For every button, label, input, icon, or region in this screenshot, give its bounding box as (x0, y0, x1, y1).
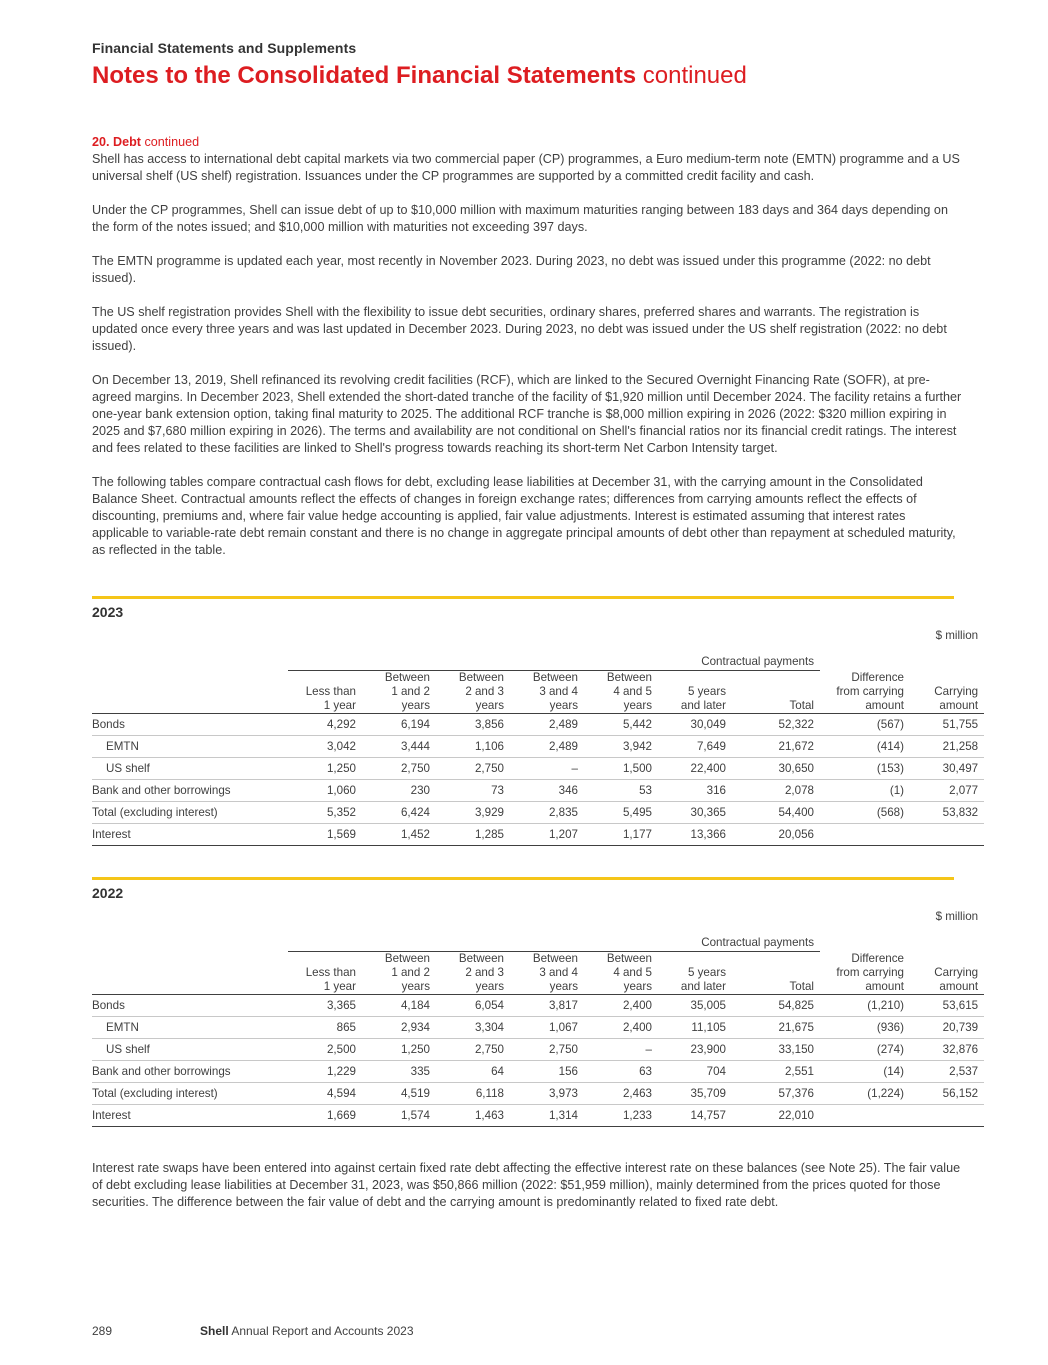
table-row (92, 1039, 984, 1061)
table-cell: 6,054 (436, 995, 510, 1017)
row-label: EMTN (92, 736, 288, 758)
table-cell: 3,042 (288, 736, 362, 758)
table-cell: 1,067 (510, 1017, 584, 1039)
column-header-line: Between (384, 671, 430, 684)
table-cell: 3,365 (288, 995, 362, 1017)
column-header-line: Carrying (934, 966, 979, 979)
table-cell: 6,194 (362, 714, 436, 736)
row-label: Bank and other borrowings (92, 1061, 288, 1083)
row-label: EMTN (92, 1017, 288, 1039)
table-cell: 1,500 (584, 758, 658, 780)
column-header-line: Between (458, 952, 504, 965)
table-cell: 54,400 (732, 802, 820, 824)
column-header-line: 5 years (687, 966, 726, 979)
row-label: Bonds (92, 714, 288, 736)
table-cell: 1,106 (436, 736, 510, 758)
column-header-line: years (623, 980, 652, 993)
column-header-line: Between (532, 952, 578, 965)
contractual-payments-group-label: Contractual payments (288, 923, 820, 952)
table-cell: 4,292 (288, 714, 362, 736)
column-header-line: years (549, 699, 578, 712)
table-cell: 1,314 (510, 1105, 584, 1127)
debt-table-2022 (92, 877, 979, 1127)
section-label: Financial Statements and Supplements (92, 40, 357, 56)
page-title-main: Notes to the Consolidated Financial Statements (92, 62, 637, 89)
table-cell: (1,224) (820, 1083, 910, 1105)
column-header (910, 952, 984, 995)
column-header-line: 1 and 2 (391, 966, 430, 979)
page-title (92, 62, 962, 90)
column-header-line: Between (384, 952, 430, 965)
column-header (910, 671, 984, 714)
table-cell: 1,250 (288, 758, 362, 780)
table-cell: 2,077 (910, 780, 984, 802)
table-cell: (1,210) (820, 995, 910, 1017)
table-cell: 32,876 (910, 1039, 984, 1061)
column-header-line: Less than (305, 966, 356, 979)
table-cell: 35,709 (658, 1083, 732, 1105)
column-header-line: Difference (851, 671, 904, 684)
table-cell: 2,537 (910, 1061, 984, 1083)
table-row (92, 758, 984, 780)
row-label: Interest (92, 824, 288, 846)
table-cell: 4,184 (362, 995, 436, 1017)
column-header (362, 671, 436, 714)
table-cell: 2,551 (732, 1061, 820, 1083)
table-cell: 865 (288, 1017, 362, 1039)
footer-report-title: Annual Report and Accounts 2023 (228, 1324, 414, 1338)
column-header-line: years (475, 980, 504, 993)
table-cell: 5,352 (288, 802, 362, 824)
table-cell: 52,322 (732, 714, 820, 736)
table-cell: 2,750 (436, 1039, 510, 1061)
table-cell: 30,365 (658, 802, 732, 824)
column-header (820, 671, 910, 714)
table-cell: 54,825 (732, 995, 820, 1017)
column-header-line: amount (939, 980, 979, 993)
row-label: Bonds (92, 995, 288, 1017)
table-cell: 21,258 (910, 736, 984, 758)
table-cell: 33,150 (732, 1039, 820, 1061)
table-cell: 14,757 (658, 1105, 732, 1127)
table-cell: 2,750 (362, 758, 436, 780)
column-header-line: and later (680, 699, 726, 712)
page-header (92, 40, 962, 90)
table-top-rule (92, 596, 954, 599)
table-cell (820, 1105, 910, 1127)
table-row (92, 995, 984, 1017)
column-header-line: amount (865, 980, 904, 993)
table-cell: 35,005 (658, 995, 732, 1017)
table-cell: (153) (820, 758, 910, 780)
table-cell: 20,739 (910, 1017, 984, 1039)
table-cell: 30,650 (732, 758, 820, 780)
page-footer (92, 1324, 414, 1338)
table-cell: 64 (436, 1061, 510, 1083)
table-cell: 51,755 (910, 714, 984, 736)
column-header-line: 1 year (323, 980, 356, 993)
table-cell: 1,177 (584, 824, 658, 846)
table-cell: 3,942 (584, 736, 658, 758)
table-cell: 1,569 (288, 824, 362, 846)
column-header-line: years (401, 699, 430, 712)
column-header-line: Less than (305, 685, 356, 698)
row-label: Total (excluding interest) (92, 802, 288, 824)
row-label: US shelf (92, 1039, 288, 1061)
column-header (584, 671, 658, 714)
column-header (732, 671, 820, 714)
table-cell: – (584, 1039, 658, 1061)
table-cell: 1,233 (584, 1105, 658, 1127)
column-header (510, 671, 584, 714)
table-cell: 22,010 (732, 1105, 820, 1127)
table-cell: 1,060 (288, 780, 362, 802)
table-year-heading: 2023 (92, 604, 124, 620)
table-top-rule (92, 877, 954, 880)
table-cell: 156 (510, 1061, 584, 1083)
table-cell: (14) (820, 1061, 910, 1083)
table-cell: 2,463 (584, 1083, 658, 1105)
table-cell: 2,489 (510, 714, 584, 736)
table-row (92, 1017, 984, 1039)
table-cell: 53,615 (910, 995, 984, 1017)
table-cell: 30,049 (658, 714, 732, 736)
table-cell (910, 824, 984, 846)
column-header-line: Total (789, 980, 814, 993)
table-cell: 5,495 (584, 802, 658, 824)
table-cell: 2,400 (584, 995, 658, 1017)
table-cell: 23,900 (658, 1039, 732, 1061)
table-cell: 21,675 (732, 1017, 820, 1039)
table-row (92, 802, 984, 824)
table-row (92, 780, 984, 802)
table-cell: 21,672 (732, 736, 820, 758)
table-cell: 346 (510, 780, 584, 802)
note-heading (92, 134, 962, 151)
column-header-line: 4 and 5 (613, 685, 652, 698)
table-cell: – (510, 758, 584, 780)
closing-paragraph: Interest rate swaps have been entered into against certain fixed rate debt affecting the effective interest rate on these balances (see Note 25). The fair value of debt excluding lease liabilities at December 31, 2023, was $50,866 million (2022: $51,959 million), mainly determined from the prices quoted for those securities. The difference between the fair value of debt and the carrying amount is predominantly related to fixed rate debt. (92, 1161, 961, 1209)
table-cell: 56,152 (910, 1083, 984, 1105)
column-header-line: years (475, 699, 504, 712)
column-header-line: Carrying (934, 685, 979, 698)
table-cell: 5,442 (584, 714, 658, 736)
table-cell: (936) (820, 1017, 910, 1039)
table-cell: (414) (820, 736, 910, 758)
table-row (92, 736, 984, 758)
table-cell (820, 824, 910, 846)
column-header (658, 671, 732, 714)
table-cell: 73 (436, 780, 510, 802)
column-header-line: 3 and 4 (539, 966, 578, 979)
table-cell: (568) (820, 802, 910, 824)
paragraph: The US shelf registration provides Shell with the flexibility to issue debt securities, ordinary shares, preferred shares and warrants. The registration is updated once every three years and was last updated in December 2023. During 2023, no debt was issued under the US shelf registration (2022: no debt issued). (92, 305, 947, 353)
column-header (658, 952, 732, 995)
row-label: Interest (92, 1105, 288, 1127)
column-header-line: and later (680, 980, 726, 993)
table-row (92, 1105, 984, 1127)
table-cell: 2,835 (510, 802, 584, 824)
column-header (732, 952, 820, 995)
table-cell: 704 (658, 1061, 732, 1083)
table-cell: 4,594 (288, 1083, 362, 1105)
paragraph: Under the CP programmes, Shell can issue debt of up to $10,000 million with maximum maturities ranging between 183 days and 364 days depending on the form of the notes issued; and $10,000 million with maturities not exceeding 397 days. (92, 203, 948, 234)
footer-brand: Shell (200, 1324, 229, 1338)
table-cell: 3,973 (510, 1083, 584, 1105)
table-cell: 30,497 (910, 758, 984, 780)
table-cell: 53,832 (910, 802, 984, 824)
table-cell: 4,519 (362, 1083, 436, 1105)
table-cell (910, 1105, 984, 1127)
column-header-line: Between (532, 671, 578, 684)
table-cell: 1,285 (436, 824, 510, 846)
debt-table (92, 620, 984, 846)
table-year-heading: 2022 (92, 885, 124, 901)
table-cell: 7,649 (658, 736, 732, 758)
column-header-line: 5 years (687, 685, 726, 698)
column-header (436, 952, 510, 995)
table-row (92, 1061, 984, 1083)
table-cell: 22,400 (658, 758, 732, 780)
column-header-line: from carrying (836, 685, 904, 698)
table-cell: 230 (362, 780, 436, 802)
table-cell: 2,500 (288, 1039, 362, 1061)
row-label: US shelf (92, 758, 288, 780)
table-row (92, 824, 984, 846)
column-header-line: 2 and 3 (465, 685, 504, 698)
column-header-line: years (401, 980, 430, 993)
column-header-line: 4 and 5 (613, 966, 652, 979)
table-cell: 2,078 (732, 780, 820, 802)
column-header (584, 952, 658, 995)
table-cell: 1,250 (362, 1039, 436, 1061)
column-header (288, 671, 362, 714)
table-cell: 3,856 (436, 714, 510, 736)
contractual-payments-group-label: Contractual payments (288, 642, 820, 671)
column-header (436, 671, 510, 714)
table-cell: (274) (820, 1039, 910, 1061)
column-header-line: 3 and 4 (539, 685, 578, 698)
column-header (362, 952, 436, 995)
column-header-line: 1 year (323, 699, 356, 712)
column-header-line: 1 and 2 (391, 685, 430, 698)
table-cell: 3,929 (436, 802, 510, 824)
paragraph: On December 13, 2019, Shell refinanced its revolving credit facilities (RCF), which are linked to the Secured Overnight Financing Rate (SOFR), at pre-agreed margins. In December 2023, Shell extended the short-dated tranche of the facility of $1,920 million until December 2024. The facility retains a further one-year bank extension option, taking final maturity to 2025. The additional RCF tranche is $8,000 million expiring in 2026 (2022: $320 million expiring in 2025 and $7,680 million expiring in 2026). The terms and availability are not conditional on Shell's financial ratios nor its financial credit ratings. The interest and fees related to these facilities are linked to Shell's progress towards reaching its short-term Net Carbon Intensity target. (92, 373, 962, 455)
debt-table (92, 901, 984, 1127)
table-cell: 2,750 (510, 1039, 584, 1061)
paragraph: The following tables compare contractual cash flows for debt, excluding lease liabilities at December 31, with the carrying amount in the Consolidated Balance Sheet. Contractual amounts reflect the effects of changes in foreign exchange rates; differences from carrying amounts reflect the effects of discounting, premiums and, where fair value hedge accounting is applied, fair value adjustments. Interest is estimated assuming that interest rates applicable to variable-rate debt remain constant and there is no change in aggregate principal amounts of debt other than repayment at scheduled maturity, as reflected in the table. (92, 475, 956, 557)
table-cell: 1,229 (288, 1061, 362, 1083)
column-header-line: years (623, 699, 652, 712)
table-row (92, 714, 984, 736)
unit-label: $ million (935, 629, 979, 642)
note-body (92, 134, 962, 576)
column-header-line: Between (458, 671, 504, 684)
column-header-line: amount (865, 699, 904, 712)
table-cell: 1,207 (510, 824, 584, 846)
table-cell: 57,376 (732, 1083, 820, 1105)
table-cell: 3,817 (510, 995, 584, 1017)
column-header-line: Total (789, 699, 814, 712)
column-header-line: amount (939, 699, 979, 712)
table-cell: (567) (820, 714, 910, 736)
table-cell: 2,400 (584, 1017, 658, 1039)
column-header (820, 952, 910, 995)
table-cell: 3,304 (436, 1017, 510, 1039)
unit-label: $ million (935, 910, 979, 923)
table-cell: 316 (658, 780, 732, 802)
table-cell: 1,463 (436, 1105, 510, 1127)
note-heading-title: 20. Debt (92, 135, 141, 149)
table-cell: 63 (584, 1061, 658, 1083)
table-cell: (1) (820, 780, 910, 802)
column-header (288, 952, 362, 995)
column-header-line: years (549, 980, 578, 993)
debt-table-2023 (92, 596, 979, 846)
table-cell: 6,424 (362, 802, 436, 824)
table-cell: 1,574 (362, 1105, 436, 1127)
table-cell: 3,444 (362, 736, 436, 758)
table-cell: 335 (362, 1061, 436, 1083)
table-cell: 2,489 (510, 736, 584, 758)
column-header-line: Difference (851, 952, 904, 965)
page-number: 289 (92, 1324, 113, 1338)
table-cell: 2,934 (362, 1017, 436, 1039)
table-cell: 13,366 (658, 824, 732, 846)
column-header (510, 952, 584, 995)
table-cell: 6,118 (436, 1083, 510, 1105)
note-heading-suffix: continued (141, 135, 200, 149)
table-cell: 20,056 (732, 824, 820, 846)
paragraph: The EMTN programme is updated each year, most recently in November 2023. During 2023, no debt was issued under this programme (2022: no debt issued). (92, 254, 931, 285)
column-header-line: 2 and 3 (465, 966, 504, 979)
page-title-suffix: continued (636, 62, 747, 89)
table-cell: 53 (584, 780, 658, 802)
table-cell: 1,669 (288, 1105, 362, 1127)
row-label: Bank and other borrowings (92, 780, 288, 802)
row-label: Total (excluding interest) (92, 1083, 288, 1105)
paragraph: Shell has access to international debt capital markets via two commercial paper (CP) programmes, a Euro medium-term note (EMTN) programme and a US universal shelf (US shelf) registration. Issuances under the CP programmes are supported by a committed credit facility and cash. (92, 152, 960, 183)
table-cell: 2,750 (436, 758, 510, 780)
column-header-line: Between (606, 671, 652, 684)
table-cell: 1,452 (362, 824, 436, 846)
column-header-line: from carrying (836, 966, 904, 979)
table-row (92, 1083, 984, 1105)
column-header-line: Between (606, 952, 652, 965)
table-cell: 11,105 (658, 1017, 732, 1039)
